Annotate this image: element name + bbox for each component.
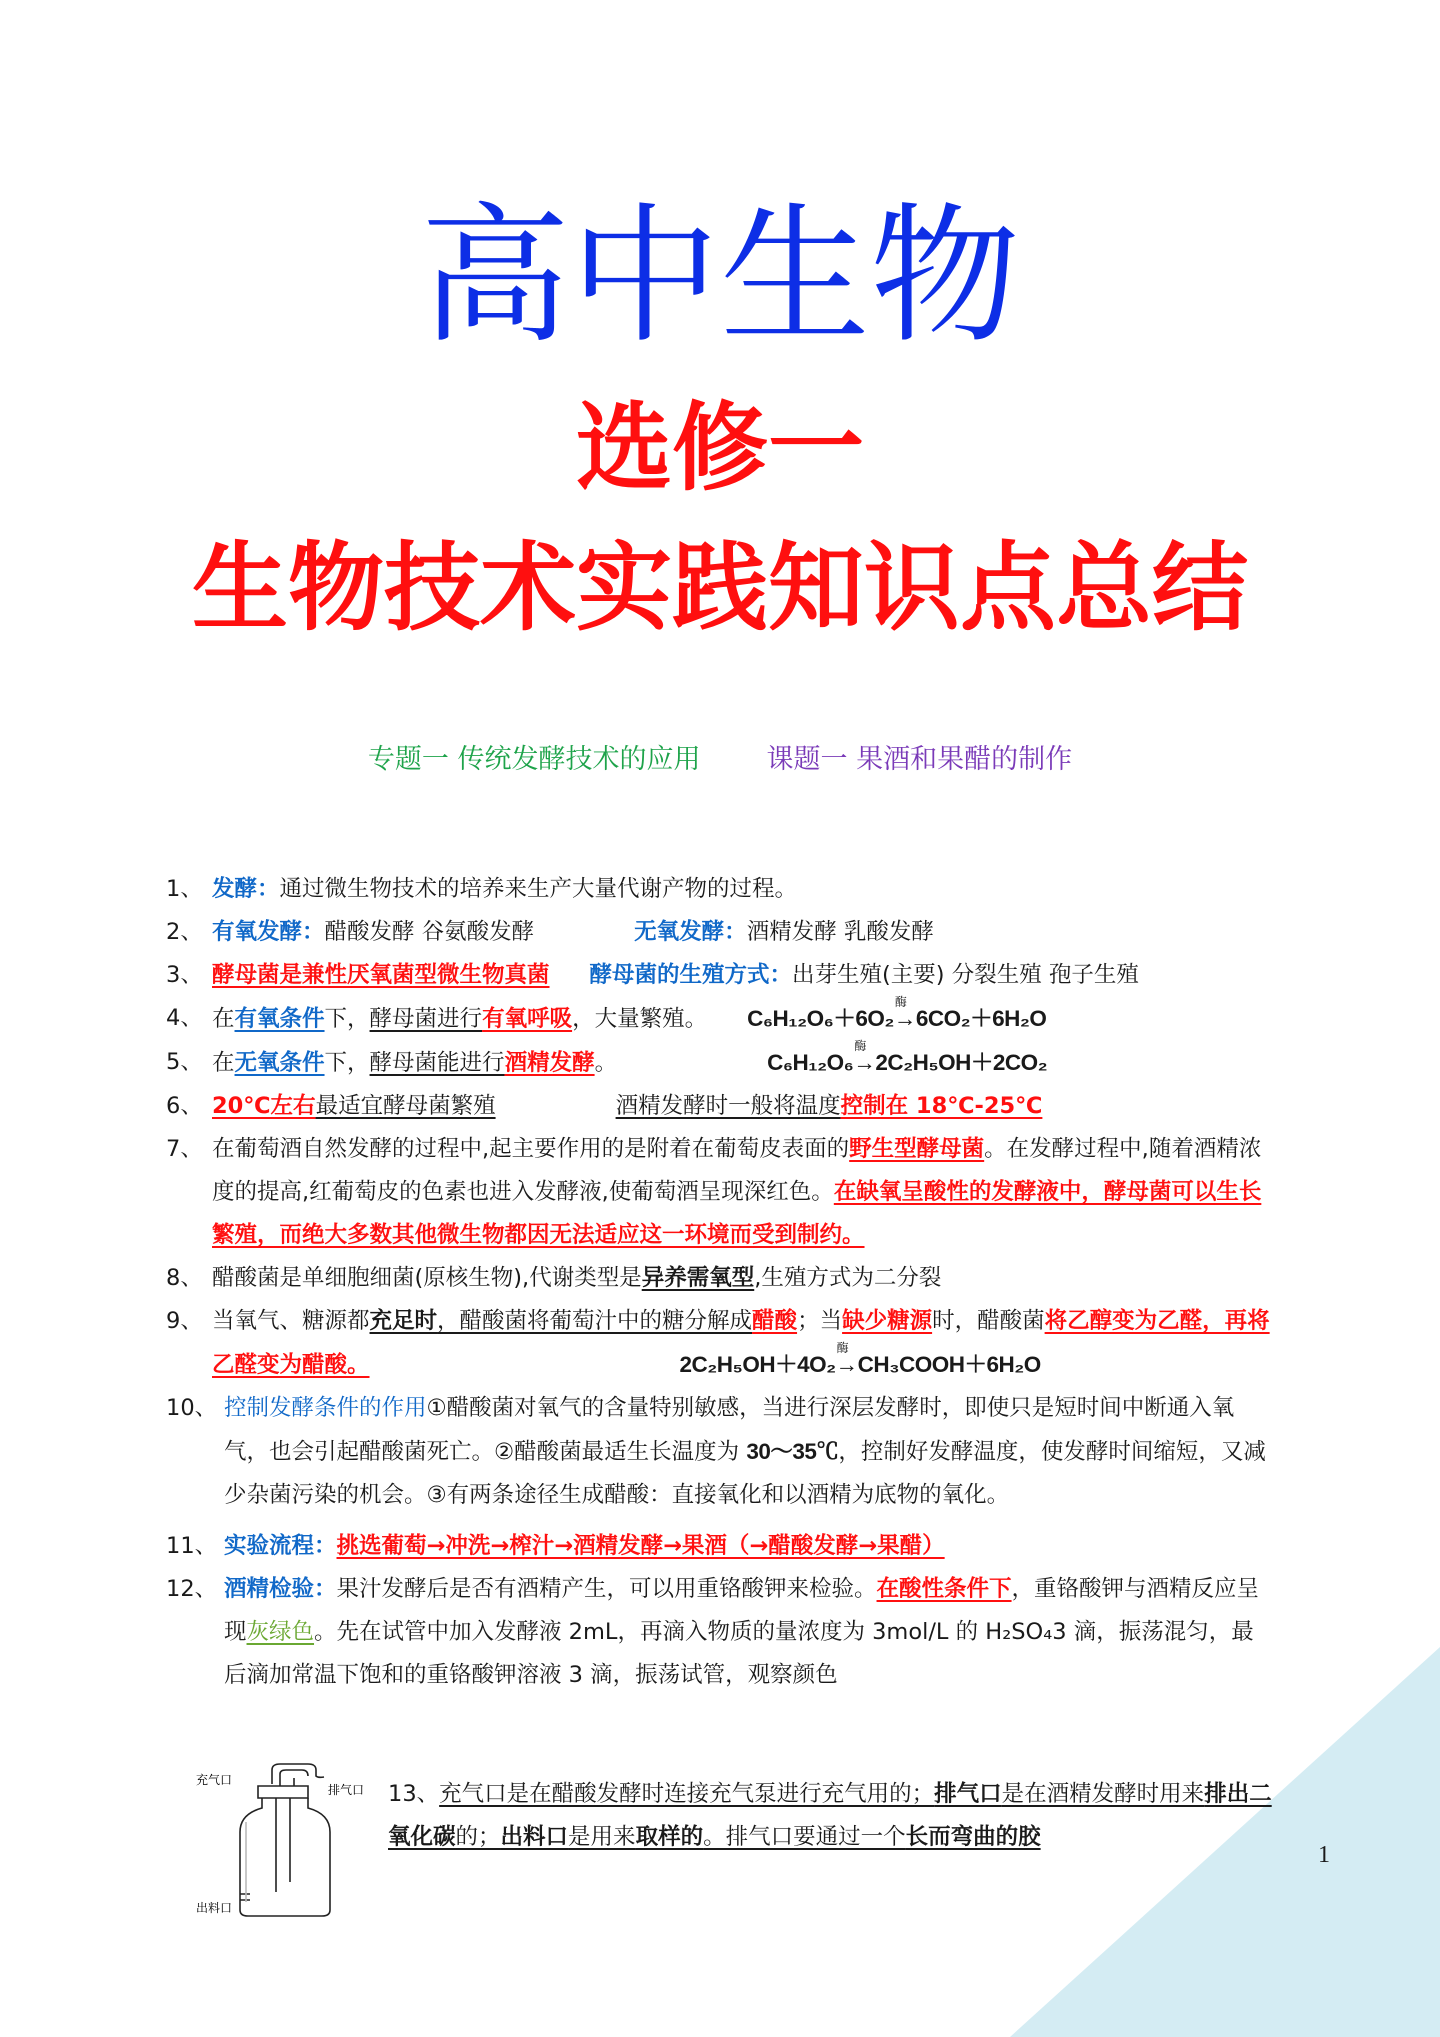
- highlight: 酒精发酵: [504, 1050, 595, 1076]
- note-item-11: 11、 实验流程：挑选葡萄→冲洗→榨汁→酒精发酵→果酒（→醋酸发酵→果醋）: [166, 1533, 945, 1559]
- arrow-icon: 酶 →: [853, 1039, 876, 1075]
- highlight: 20℃左右: [212, 1093, 316, 1119]
- section-subtitle: [0, 742, 1440, 778]
- title-elective: 选修一: [576, 391, 864, 504]
- highlight: 挑选葡萄→冲洗→榨汁→酒精发酵→果酒（→醋酸发酵→果醋）: [336, 1533, 945, 1559]
- equation: 2C₂H₅OH＋4O₂ 酶 →CH₃COOH＋6H₂O: [680, 1352, 1041, 1377]
- note-item-9: 9、 当氧气、糖源都充足时，醋酸菌将葡萄汁中的糖分解成醋酸；当缺少糖源时，醋酸菌将乙醇变为乙醛，再将乙醛变为醋酸。 2C₂H₅OH＋4O₂ 酶 →CH₃COOH＋6H₂O: [166, 1300, 1271, 1387]
- title-main: 高中生物: [419, 190, 1020, 364]
- term: 控制发酵条件的作用: [224, 1395, 427, 1421]
- term: 实验流程：: [224, 1533, 337, 1559]
- highlight: 酵母菌是兼性厌氧菌型微生物真菌: [212, 962, 550, 988]
- term: 无氧条件: [234, 1050, 325, 1076]
- note-item-6: 6、 20℃左右最适宜酵母菌繁殖 酒精发酵时一般将温度控制在 18℃-25℃: [166, 1093, 1043, 1119]
- highlight-green: 灰绿色: [246, 1619, 315, 1645]
- term: 酵母菌的生殖方式：: [589, 962, 793, 988]
- term: 发酵：: [212, 876, 280, 902]
- note-item-5: 5、 在无氧条件下，酵母菌能进行酒精发酵。 C₆H₁₂O₆ 酶 →2C₂H₅OH＋2CO₂: [166, 1041, 1271, 1085]
- outlet-label: 出料口: [196, 1901, 233, 1915]
- highlight: 野生型酵母菌: [849, 1136, 985, 1162]
- note-item-12: 12、 酒精检验：果汁发酵后是否有酒精产生，可以用重铬酸钾来检验。在酸性条件下，重铬酸钾与酒精反应呈现灰绿色。先在试管中加入发酵液 2mL，再滴入物质的量浓度为 3mol/L 的 H₂SO₄3 滴，振荡混匀，最后滴加常温下饱和的重铬酸钾溶液 3 滴，振荡试管，观察颜色: [166, 1576, 1260, 1688]
- note-item-8: 8、 醋酸菌是单细胞细菌(原核生物),代谢类型是异养需氧型,生殖方式为二分裂: [166, 1265, 942, 1291]
- inlet-label: 充气口: [196, 1773, 233, 1787]
- arrow-icon: 酶 →: [835, 1341, 858, 1377]
- term: 有氧发酵：: [212, 919, 325, 945]
- bottle-drawing: [240, 1764, 330, 1916]
- fermentation-bottle-figure: [196, 1762, 376, 1922]
- topic-label: 专题一 传统发酵技术的应用: [367, 744, 701, 775]
- note-item-1: 1、 发酵：通过微生物技术的培养来生产大量代谢产物的过程。: [166, 876, 798, 902]
- note-item-7: 7、 在葡萄酒自然发酵的过程中,起主要作用的是附着在葡萄皮表面的野生型酵母菌。在发酵过程中,随着酒精浓度的提高,红葡萄皮的色素也进入发酵液,使葡萄酒呈现深红色。在缺氧呈酸性的发酵液中，酵母菌可以生长繁殖，而绝大多数其他微生物都因无法适应这一环境而受到制约。: [166, 1136, 1262, 1248]
- exhaust-label: 排气口: [328, 1783, 365, 1797]
- highlight: 将乙醇变为乙醛，再将乙醛变为醋酸。: [212, 1308, 1270, 1378]
- page-number: 1: [1318, 1842, 1330, 1868]
- highlight: 醋酸: [752, 1308, 798, 1334]
- highlight: 在酸性条件下: [876, 1576, 1012, 1602]
- note-item-10: 10、 控制发酵条件的作用①醋酸菌对氧气的含量特别敏感，当进行深层发酵时，即使只是短时间中断通入氧气，也会引起醋酸菌死亡。②醋酸菌最适生长温度为 30～35℃，控制好发酵温度，使发酵时间缩短，又减少杂菌污染的机会。③有两条途径生成醋酸：直接氧化和以酒精为底物的氧化。: [166, 1395, 1266, 1508]
- equation: C₆H₁₂O₆ 酶 →2C₂H₅OH＋2CO₂: [767, 1050, 1047, 1075]
- note-item-3: 3、 酵母菌是兼性厌氧菌型微生物真菌 酵母菌的生殖方式：出芽生殖(主要) 分裂生殖 孢子生殖: [166, 962, 1139, 988]
- highlight: 控制在 18℃-25℃: [840, 1093, 1043, 1119]
- equation: C₆H₁₂O₆＋6O₂ 酶 →6CO₂＋6H₂O: [747, 1006, 1046, 1031]
- note-item-13: 13、充气口是在醋酸发酵时连接充气泵进行充气用的；排气口是在酒精发酵时用来排出二氧化碳的；出料口是用来取样的。排气口要通过一个长而弯曲的胶: [388, 1781, 1272, 1850]
- lesson-label: 课题一 果酒和果醋的制作: [766, 744, 1073, 775]
- arrow-icon: 酶 →: [893, 995, 916, 1031]
- notes-list: [166, 868, 1271, 1697]
- highlight: 在缺氧呈酸性的发酵液中，酵母菌可以生长繁殖，而绝大多数其他微生物都因无法适应这一环境而受到制约。: [212, 1179, 1262, 1248]
- highlight: 缺少糖源: [842, 1308, 933, 1334]
- term: 无氧发酵：: [634, 919, 747, 945]
- term: 酒精检验：: [224, 1576, 337, 1602]
- title-summary: 生物技术实践知识点总结: [192, 531, 1248, 644]
- term: 有氧条件: [234, 1006, 325, 1032]
- highlight: 有氧呼吸: [482, 1006, 573, 1032]
- note-item-2: 2、 有氧发酵：醋酸发酵 谷氨酸发酵 无氧发酵：酒精发酵 乳酸发酵: [166, 919, 934, 945]
- note-item-4: 4、 在有氧条件下，酵母菌进行有氧呼吸，大量繁殖。 C₆H₁₂O₆＋6O₂ 酶 →6CO₂＋6H₂O: [166, 997, 1271, 1041]
